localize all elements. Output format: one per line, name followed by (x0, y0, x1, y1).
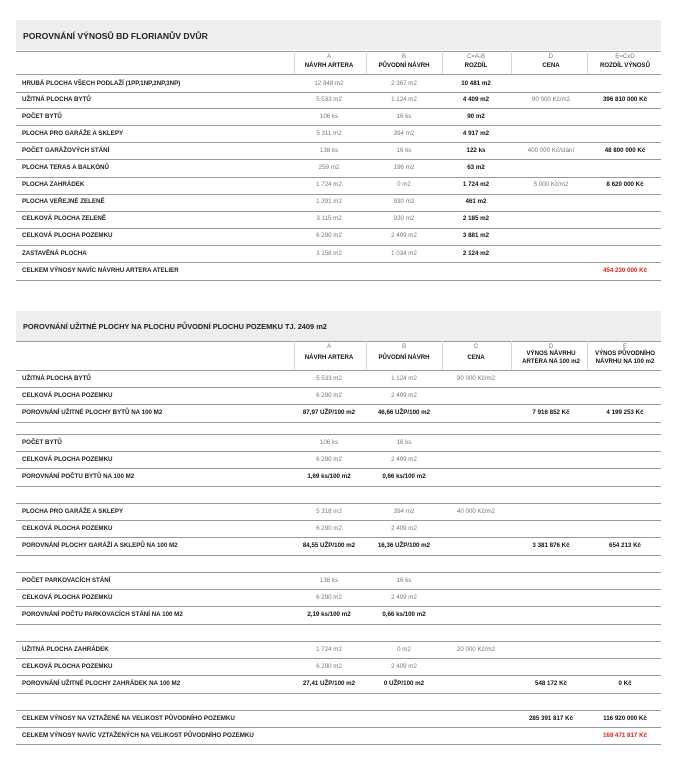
cell-d: 548 172 Kč (535, 679, 567, 687)
total-label: CELKEM VÝNOSY NA VZTAŽENÉ NA VELIKOST PŮVODNÍHO POZEMKU (22, 714, 235, 722)
table1-header-top-line (16, 51, 661, 52)
cell-a: 1,69 ks/100 m2 (307, 472, 351, 480)
table1-row (16, 194, 661, 212)
cell-c: 2 185 m2 (462, 215, 490, 223)
cell-a: 138 ks (319, 576, 339, 584)
cell-b: 2 367 m2 (391, 79, 417, 87)
cell-e: 0 Kč (618, 679, 632, 687)
cell-b: 1 124 m2 (391, 95, 417, 103)
table1-total-row (16, 262, 661, 281)
cell-a: 138 ks (319, 146, 339, 154)
table2-total-row (16, 710, 661, 728)
cell-b: 16 ks (396, 438, 412, 446)
table2-title-bar (16, 311, 661, 341)
cell-b: 2 409 m2 (391, 232, 417, 240)
table1-col-letter: E=CxD (615, 53, 635, 60)
cell-d: 5 000 Kč/m2 (533, 181, 569, 189)
table2-row (16, 404, 661, 422)
cell-a: 1 391 m2 (316, 198, 342, 206)
cell-d: 400 000 Kč/stání (527, 146, 575, 154)
cell-b: 394 m2 (393, 129, 415, 137)
table2-row (16, 451, 661, 469)
row-label: CELKOVÁ PLOCHA POZEMKU (22, 391, 113, 399)
table2-column-divider (294, 341, 295, 370)
table2-column-divider (587, 341, 588, 370)
table1-col-letter: A (326, 53, 332, 60)
cell-a: 6 290 m2 (316, 232, 342, 240)
cell-b: 1 034 m2 (391, 249, 417, 257)
table1-col-name: ROZDÍL (464, 62, 488, 69)
cell-c: 90 m2 (467, 112, 485, 120)
table1-col-name: NÁVRH ARTERA (304, 62, 354, 69)
table2-col-letter: A (326, 343, 332, 350)
row-label: POČET BYTŮ (22, 112, 62, 120)
cell-b: 394 m2 (393, 507, 415, 515)
row-label: UŽITNÁ PLOCHA BYTŮ (22, 95, 91, 103)
table1-row (16, 177, 661, 195)
cell-a: 6 290 m2 (316, 524, 342, 532)
table1-column-divider (511, 51, 512, 74)
table2-row (16, 520, 661, 538)
table1-col-name: ROZDÍL VÝNOSŮ (600, 62, 650, 69)
row-label: CELKOVÁ PLOCHA POZEMKU (22, 662, 113, 670)
cell-a: 1 724 m2 (316, 645, 342, 653)
cell-a: 6 290 m2 (316, 662, 342, 670)
total-e: 116 920 000 Kč (603, 714, 647, 722)
cell-b: 0,66 ks/100 m2 (382, 472, 426, 480)
cell-b: 1 124 m2 (391, 374, 417, 382)
cell-a: 3 158 m2 (316, 249, 342, 257)
table2-row (16, 589, 661, 607)
cell-c: 1 724 m2 (462, 181, 490, 189)
cell-a: 6 290 m2 (316, 593, 342, 601)
row-label: POROVNÁNÍ UŽITNÉ PLOCHY BYTŮ NA 100 M2 (22, 408, 163, 416)
cell-d: 7 916 852 Kč (532, 408, 570, 416)
total-value: 454 230 000 Kč (602, 266, 648, 274)
row-label: POROVNÁNÍ PLOCHY GARÁŽÍ A SKLEPŮ NA 100 M2 (22, 541, 178, 549)
table2-row (16, 370, 661, 388)
table2-row (16, 537, 661, 555)
cell-a: 106 ks (319, 112, 339, 120)
table2-col-name: VÝNOS PŮVODNÍHO NÁVRHU NA 100 m2 (595, 350, 655, 365)
table2-row (16, 606, 661, 624)
cell-c: 4 917 m2 (462, 129, 490, 137)
cell-b: 2 409 m2 (391, 593, 417, 601)
cell-c: 40 000 Kč/m2 (456, 507, 496, 515)
table2-row (16, 658, 661, 676)
cell-a: 1 724 m2 (316, 181, 342, 189)
cell-b: 196 m2 (393, 164, 415, 172)
cell-a: 106 ks (319, 438, 339, 446)
table2-column-divider (511, 341, 512, 370)
row-label: PLOCHA TERAS A BALKÓNŮ (22, 164, 109, 172)
cell-b: 46,66 UŽP/100 m2 (377, 408, 431, 416)
row-label: CELKOVÁ PLOCHA POZEMKU (22, 455, 113, 463)
table2-col-letter: C (473, 343, 479, 350)
cell-c: 63 m2 (467, 164, 485, 172)
table2-col-name: CENA (467, 354, 485, 361)
row-label: CELKOVÁ PLOCHA POZEMKU (22, 524, 113, 532)
cell-e: 4 199 253 Kč (606, 408, 644, 416)
table2-header-top-line (16, 341, 661, 342)
cell-b: 0,66 ks/100 m2 (382, 610, 426, 618)
table1-col-name: PŮVODNÍ NÁVRH (378, 62, 430, 69)
total-label: CELKEM VÝNOSY NAVÍC NÁVRHU ARTERA ATELIER (22, 266, 179, 274)
row-label: UŽITNÁ PLOCHA BYTŮ (22, 374, 91, 382)
table2-col-letter: D (548, 343, 554, 350)
cell-e: 396 810 000 Kč (602, 95, 648, 103)
table2-col-name: NÁVRH ARTERA (304, 354, 354, 361)
table1-row (16, 108, 661, 126)
cell-c: 4 409 m2 (462, 95, 490, 103)
table2-column-divider (366, 341, 367, 370)
cell-e: 8 620 000 Kč (606, 181, 644, 189)
cell-b: 2 409 m2 (391, 524, 417, 532)
cell-c: 10 481 m2 (461, 79, 491, 87)
table1-column-divider (294, 51, 295, 74)
table1-row (16, 125, 661, 143)
row-label: CELKOVÁ PLOCHA ZELENĚ (22, 215, 106, 223)
table2-row (16, 641, 661, 659)
table1-row (16, 91, 661, 109)
cell-b: 2 409 m2 (391, 455, 417, 463)
cell-a: 259 m2 (318, 164, 340, 172)
table2-col-name: PŮVODNÍ NÁVRH (378, 354, 430, 361)
table1-row (16, 228, 661, 246)
cell-a: 84,55 UŽP/100 m2 (302, 541, 356, 549)
row-label: POROVNÁNÍ POČTU BYTŮ NA 100 M2 (22, 472, 135, 480)
cell-a: 5 311 m2 (316, 129, 342, 137)
cell-a: 5 533 m2 (316, 95, 342, 103)
row-label: CELKOVÁ PLOCHA POZEMKU (22, 232, 113, 240)
cell-b: 930 m2 (393, 215, 415, 223)
table1-col-letter: B (401, 53, 407, 60)
table1-row (16, 142, 661, 160)
row-label: ZASTAVĚNÁ PLOCHA (22, 249, 87, 257)
cell-b: 2 409 m2 (391, 391, 417, 399)
table2-row (16, 434, 661, 452)
table1-title-bar (16, 20, 661, 50)
row-label: HRUBÁ PLOCHA VŠECH PODLAŽÍ (1PP,1NP,2NP,3NP) (22, 79, 181, 87)
row-label: POROVNÁNÍ UŽITNÉ PLOCHY ZAHRÁDEK NA 100 M2 (22, 679, 181, 687)
cell-e: 48 800 000 Kč (604, 146, 646, 154)
cell-e: 654 213 Kč (609, 541, 641, 549)
cell-a: 3 115 m2 (316, 215, 342, 223)
cell-a: 87,97 UŽP/100 m2 (302, 408, 356, 416)
table2-row (16, 503, 661, 521)
table1-col-letter: D (548, 53, 554, 60)
cell-b: 0 m2 (397, 645, 411, 653)
cell-b: 16 ks (396, 146, 412, 154)
total-d: 285 391 817 Kč (528, 714, 574, 722)
table2-row (16, 468, 661, 486)
table2-row (16, 387, 661, 405)
row-label: PLOCHA PRO GARÁŽE A SKLEPY (22, 129, 124, 137)
row-label: PLOCHA ZAHRÁDEK (22, 181, 85, 189)
table2-col-name: VÝNOS NÁVRHU ARTERA NA 100 m2 (522, 350, 580, 365)
table1-column-divider (587, 51, 588, 74)
table2-title: POROVNÁNÍ UŽITNÉ PLOCHY NA PLOCHU PŮVODNÍ PLOCHU POZEMKU TJ. 2409 m2 (23, 322, 327, 331)
cell-b: 16 ks (396, 576, 412, 584)
row-label: PLOCHA VEŘEJNÉ ZELENĚ (22, 198, 105, 206)
table1-row (16, 160, 661, 178)
table1-col-letter: C=A-B (466, 53, 486, 60)
table1-column-divider (442, 51, 443, 74)
table2-column-divider (442, 341, 443, 370)
total-label: CELKEM VÝNOSY NAVÍC VZTAŽENÝCH NA VELIKOST PŮVODNÍHO POZEMKU (22, 731, 254, 739)
table2-row (16, 675, 661, 693)
row-label: POROVNÁNÍ POČTU PARKOVACÍCH STÁNÍ NA 100 M2 (22, 610, 183, 618)
table1-row (16, 211, 661, 229)
cell-b: 0 UŽP/100 m2 (383, 679, 425, 687)
cell-a: 6 290 m2 (316, 455, 342, 463)
row-label: CELKOVÁ PLOCHA POZEMKU (22, 593, 113, 601)
cell-c: 3 881 m2 (462, 232, 490, 240)
cell-a: 6 290 m2 (316, 391, 342, 399)
row-label: POČET BYTŮ (22, 438, 62, 446)
cell-a: 2,19 ks/100 m2 (307, 610, 351, 618)
cell-c: 461 m2 (465, 198, 487, 206)
cell-c: 20 000 Kč/m2 (456, 645, 496, 653)
cell-b: 0 m2 (397, 181, 411, 189)
cell-d: 90 000 Kč/m2 (531, 95, 571, 103)
table2-extra-total-row (16, 727, 661, 745)
cell-a: 27,41 UŽP/100 m2 (302, 679, 356, 687)
table1-column-divider (366, 51, 367, 74)
table1-title: POROVNÁNÍ VÝNOSŮ BD FLORIANŮV DVŮR (23, 31, 208, 41)
table2-row (16, 572, 661, 590)
row-label: POČET GARÁŽOVÝCH STÁNÍ (22, 146, 110, 154)
cell-a: 5 533 m2 (316, 374, 342, 382)
row-label: PLOCHA PRO GARÁŽE A SKLEPY (22, 507, 124, 515)
cell-a: 12 848 m2 (314, 79, 344, 87)
cell-b: 16 ks (396, 112, 412, 120)
table1-col-name: CENA (542, 62, 560, 69)
cell-c: 122 ks (466, 146, 486, 154)
cell-b: 930 m2 (393, 198, 415, 206)
cell-d: 3 381 876 Kč (532, 541, 570, 549)
cell-c: 90 000 Kč/m2 (456, 374, 496, 382)
row-label: UŽITNÁ PLOCHA ZAHRÁDEK (22, 645, 109, 653)
total-e: 168 471 817 Kč (602, 731, 648, 739)
cell-b: 2 409 m2 (391, 662, 417, 670)
cell-a: 5 318 m2 (316, 507, 342, 515)
table2-col-letter: E (622, 343, 628, 350)
row-label: POČET PARKOVACÍCH STÁNÍ (22, 576, 111, 584)
cell-c: 2 124 m2 (462, 249, 490, 257)
table1-row (16, 245, 661, 263)
table2-col-letter: B (401, 343, 407, 350)
cell-b: 16,36 UŽP/100 m2 (377, 541, 431, 549)
